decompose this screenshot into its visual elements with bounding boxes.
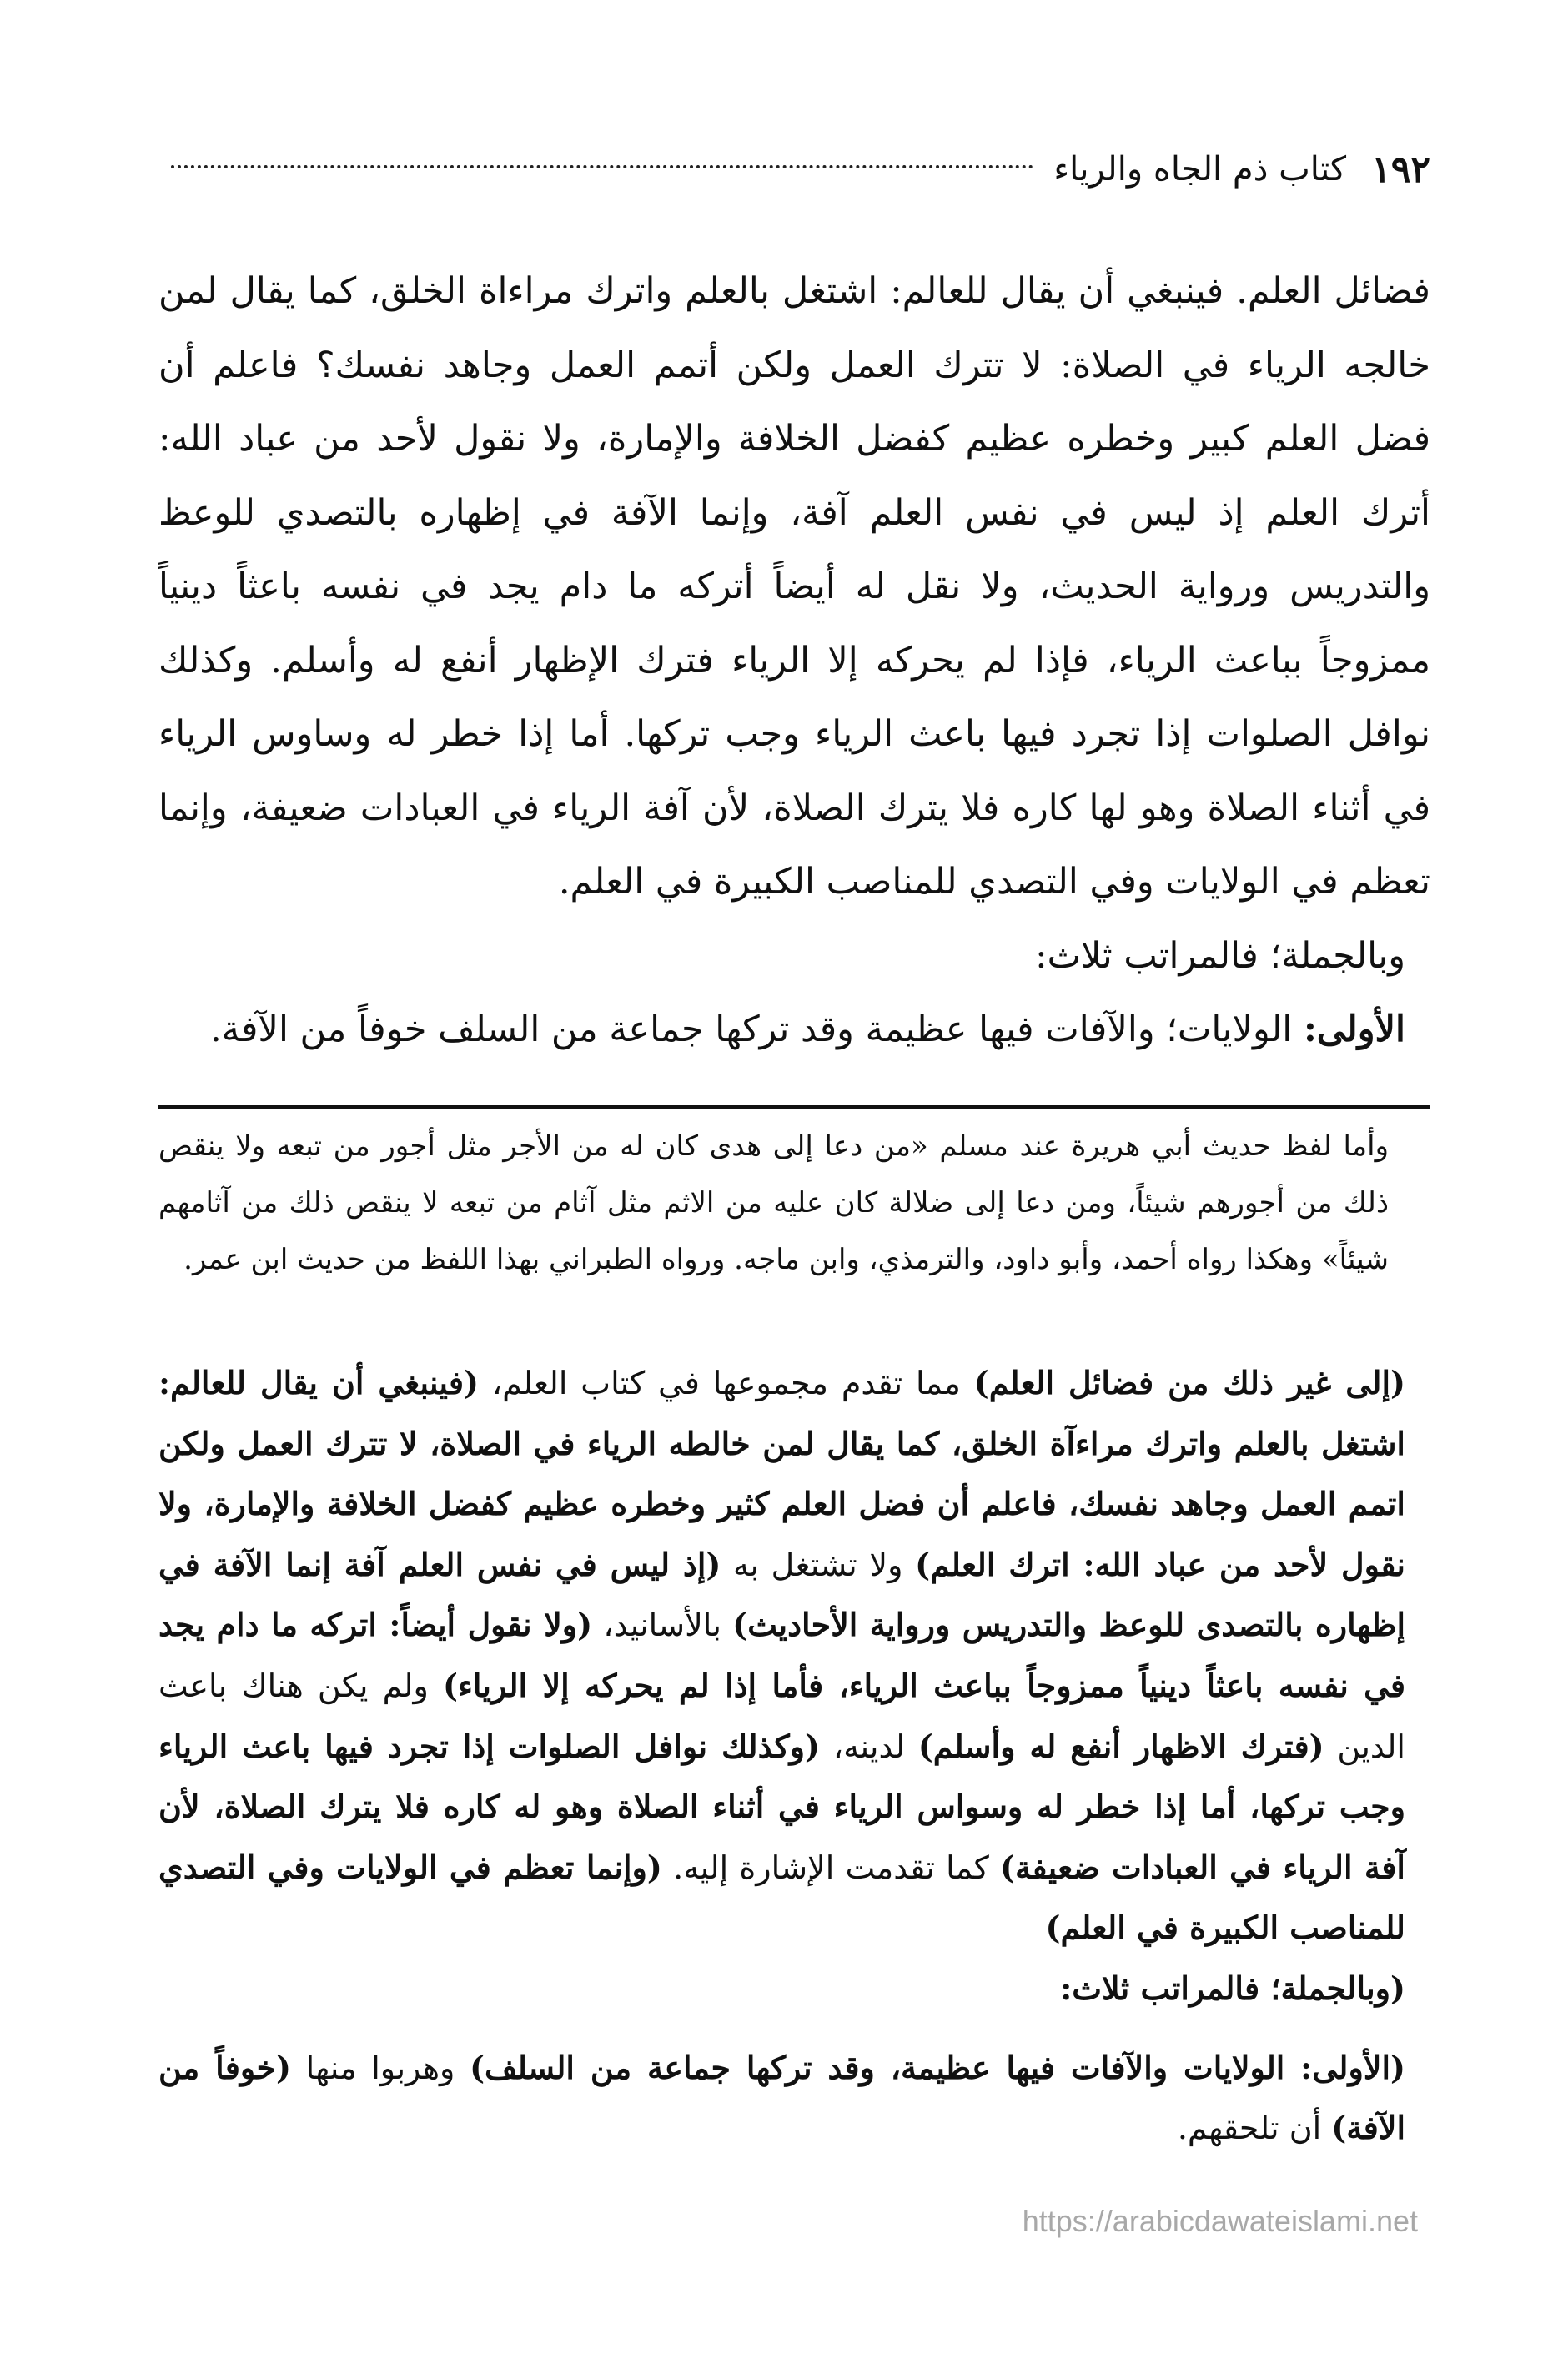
commentary-quote: (فينبغي أن يقال للعالم: اشتغل بالعلم واترك مراءآة الخلق، كما يقال لمن خالطه الرياء في الصلاة، لا تترك العمل ولكن اتمم العمل وجاهد نفسك، فاعلم أن فضل العلم كثير وخطره عظيم كفضل الخلافة والإمارة، ولا نقول لأحد من عباد الله: اترك العلم) bbox=[158, 1364, 1405, 1583]
commentary-quote: (إلى غير ذلك من فضائل العلم) bbox=[973, 1364, 1406, 1401]
commentary bbox=[158, 1353, 1430, 2159]
header-dotted-leader bbox=[171, 140, 1033, 168]
commentary-gloss: وهربوا منها bbox=[290, 2049, 470, 2086]
commentary-gloss: كما تقدمت الإشارة إليه. bbox=[661, 1848, 1001, 1886]
commentary-gloss: أن تلحقهم. bbox=[1177, 2110, 1332, 2147]
watermark-url: https://arabicdawateislami.net bbox=[1022, 2204, 1418, 2238]
footnote bbox=[158, 1118, 1430, 1288]
page-number: ١٩٢ bbox=[1371, 148, 1430, 191]
commentary-quote: (الأولى: الولايات والآفات فيها عظيمة، وقد تركها جماعة من السلف) bbox=[470, 2048, 1405, 2086]
footnote-divider bbox=[158, 1105, 1430, 1109]
commentary-quote: (وبالجملة؛ فالمراتب ثلاث: bbox=[1060, 1969, 1405, 2007]
commentary-gloss: لدينه، bbox=[820, 1728, 918, 1765]
main-paragraph-text: الولايات؛ والآفات فيها عظيمة وقد تركها جماعة من السلف خوفاً من الآفة. bbox=[210, 1008, 1304, 1050]
main-text bbox=[158, 254, 1430, 1067]
commentary-quote: (فترك الاظهار أنفع له وأسلم) bbox=[917, 1727, 1324, 1765]
commentary-quote: (وكذلك نوافل الصلوات إذا تجرد فيها باعث الرياء وجب تركها، أما إذا خطر له وسواس الرياء في أثناء الصلاة وهو له كاره فلا يترك الصلاة، لأن آفة الرياء في العبادات ضعيفة) bbox=[158, 1727, 1405, 1886]
main-paragraph: فضائل العلم. فينبغي أن يقال للعالم: اشتغل بالعلم واترك مراءاة الخلق، كما يقال لمن خالجه الرياء في الصلاة: لا تترك العمل ولكن أتمم العمل وجاهد نفسك؟ فاعلم أن فضل العلم كبير وخطره عظيم كفضل الخلافة والإمارة، ولا نقول لأحد من عباد الله: أترك العلم إذ ليس في نفس العلم آفة، وإنما الآفة في إظهاره بالتصدي للوعظ والتدريس ورواية الحديث، ولا نقل له أيضاً أتركه ما دام يجد في نفسه باعثاً دينياً ممزوجاً بباعث الرياء، فإذا لم يحركه إلا الرياء فترك الإظهار أنفع له وأسلم. وكذلك نوافل الصلوات إذا تجرد فيها باعث الرياء وجب تركها. أما إذا خطر له وساوس الرياء في أثناء الصلاة وهو لها كاره فلا يترك الصلاة، لأن آفة الرياء في العبادات ضعيفة، وإنما تعظم في الولايات وفي التصدي للمناصب الكبيرة في العلم. bbox=[158, 270, 1430, 903]
commentary-quote: (وإنما تعظم في الولايات وفي التصدي للمناصب الكبيرة في العلم) bbox=[158, 1848, 1405, 1947]
commentary-paragraph bbox=[158, 1959, 1430, 2019]
main-paragraph bbox=[158, 993, 1430, 1067]
footnote-paragraph: وأما لفظ حديث أبي هريرة عند مسلم «من دعا إلى هدى كان له من الأجر مثل أجور من تبعه ولا ينقص ذلك من أجورهم شيئاً، ومن دعا إلى ضلالة كان عليه من الاثم مثل آثام من تبعه لا ينقص ذلك من آثامهم شيئاً» وهكذا رواه أحمد، وأبو داود، والترمذي، وابن ماجه. ورواه الطبراني بهذا اللفظ من حديث ابن عمر. bbox=[158, 1129, 1390, 1276]
commentary-quote: (خوفاً من الآفة) bbox=[158, 2048, 1405, 2147]
commentary-paragraph bbox=[158, 1353, 1430, 1959]
commentary-quote: (إذ ليس في نفس العلم آفة إنما الآفة في إظهاره بالتصدى للوعظ والتدريس ورواية الأحاديث) bbox=[158, 1545, 1406, 1644]
running-title: كتاب ذم الجاه والرياء bbox=[1053, 150, 1347, 189]
commentary-paragraph bbox=[158, 2038, 1430, 2159]
running-header bbox=[171, 140, 1430, 199]
main-paragraph-lead: الأولى: bbox=[1303, 1008, 1405, 1050]
main-paragraph: وبالجملة؛ فالمراتب ثلاث: bbox=[1035, 934, 1405, 977]
commentary-gloss: بالأسانيد، bbox=[592, 1607, 733, 1644]
commentary-gloss: ولا تشتغل به bbox=[721, 1546, 916, 1583]
commentary-gloss: ولم يكن هناك باعث الدين bbox=[158, 1667, 1405, 1765]
commentary-gloss: مما تقدم مجموعها في كتاب العلم، bbox=[478, 1365, 974, 1401]
commentary-quote: (ولا نقول أيضاً: اتركه ما دام يجد في نفسه باعثاً دينياً ممزوجاً بباعث الرياء، فأما إذا لم يحركه إلا الرياء) bbox=[158, 1606, 1405, 1704]
